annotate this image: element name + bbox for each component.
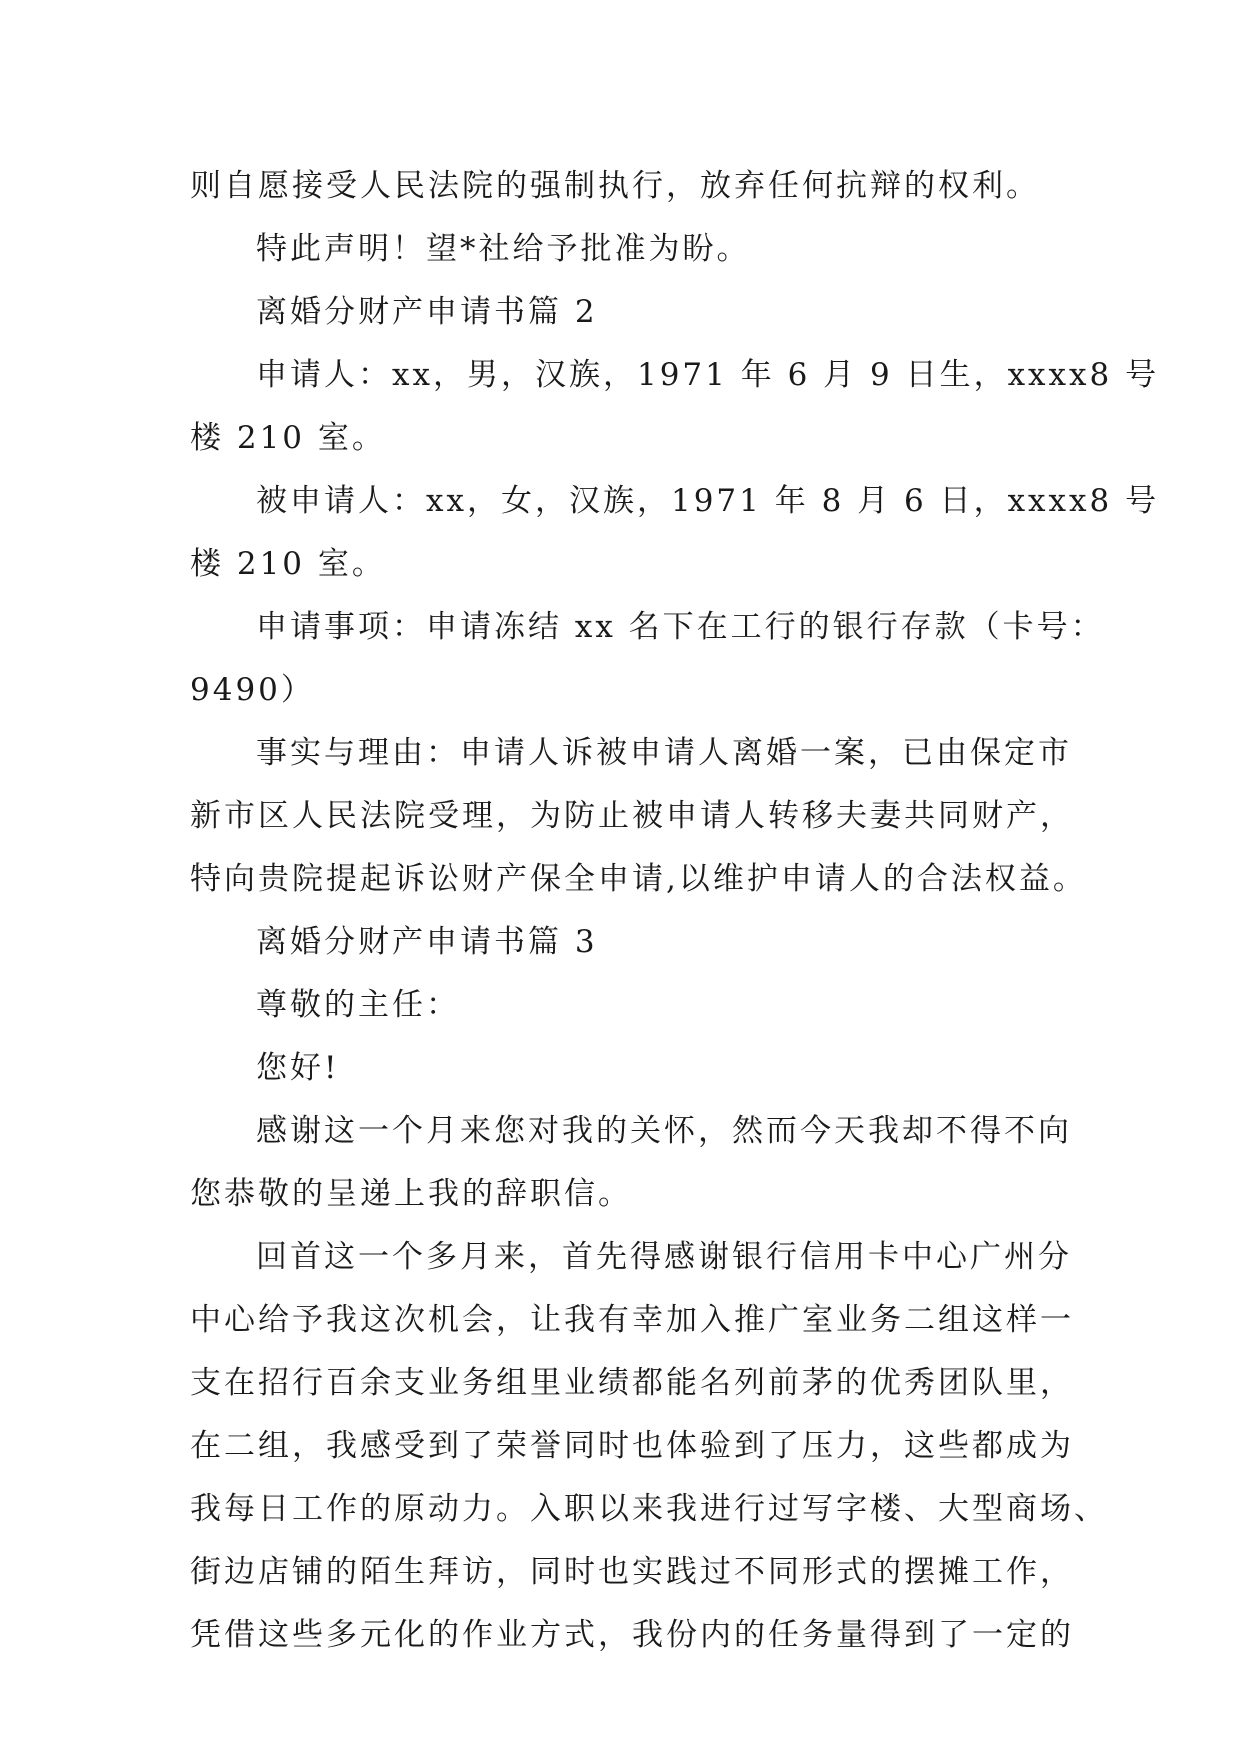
section-heading: 离婚分财产申请书篇 2 [256, 294, 598, 330]
text-line: 楼 210 室。 [190, 546, 386, 582]
text-line: 被申请人：xx，女，汉族，1971 年 8 月 6 日，xxxx8 号 [256, 483, 1160, 519]
salutation: 尊敬的主任： [256, 987, 460, 1023]
text-line: 凭借这些多元化的作业方式，我份内的任务量得到了一定的 [190, 1617, 1074, 1653]
section-heading: 离婚分财产申请书篇 3 [256, 924, 598, 960]
text-line: 感谢这一个月来您对我的关怀，然而今天我却不得不向 [256, 1113, 1072, 1149]
text-line: 我每日工作的原动力。入职以来我进行过写字楼、大型商场、 [190, 1491, 1108, 1527]
text-line: 回首这一个多月来，首先得感谢银行信用卡中心广州分 [256, 1239, 1072, 1275]
text-line: 申请人：xx，男，汉族，1971 年 6 月 9 日生，xxxx8 号 [256, 357, 1160, 393]
text-line: 您恭敬的呈递上我的辞职信。 [190, 1176, 632, 1212]
text-line: 在二组，我感受到了荣誉同时也体验到了压力，这些都成为 [190, 1428, 1074, 1464]
text-line: 申请事项：申请冻结 xx 名下在工行的银行存款（卡号： [256, 609, 1105, 645]
text-line: 特向贵院提起诉讼财产保全申请,以维护申请人的合法权益。 [190, 861, 1087, 897]
text-line: 9490） [190, 672, 315, 708]
text-line: 中心给予我这次机会，让我有幸加入推广室业务二组这样一 [190, 1302, 1074, 1338]
text-line: 街边店铺的陌生拜访，同时也实践过不同形式的摆摊工作， [190, 1554, 1074, 1590]
text-line: 新市区人民法院受理，为防止被申请人转移夫妻共同财产， [190, 798, 1074, 834]
text-line: 支在招行百余支业务组里业绩都能名列前茅的优秀团队里， [190, 1365, 1074, 1401]
text-line: 特此声明！望*社给予批准为盼。 [256, 231, 751, 267]
text-line: 则自愿接受人民法院的强制执行，放弃任何抗辩的权利。 [190, 168, 1040, 204]
greeting: 您好! [256, 1050, 340, 1086]
text-line: 事实与理由：申请人诉被申请人离婚一案，已由保定市 [256, 735, 1072, 771]
text-line: 楼 210 室。 [190, 420, 386, 456]
